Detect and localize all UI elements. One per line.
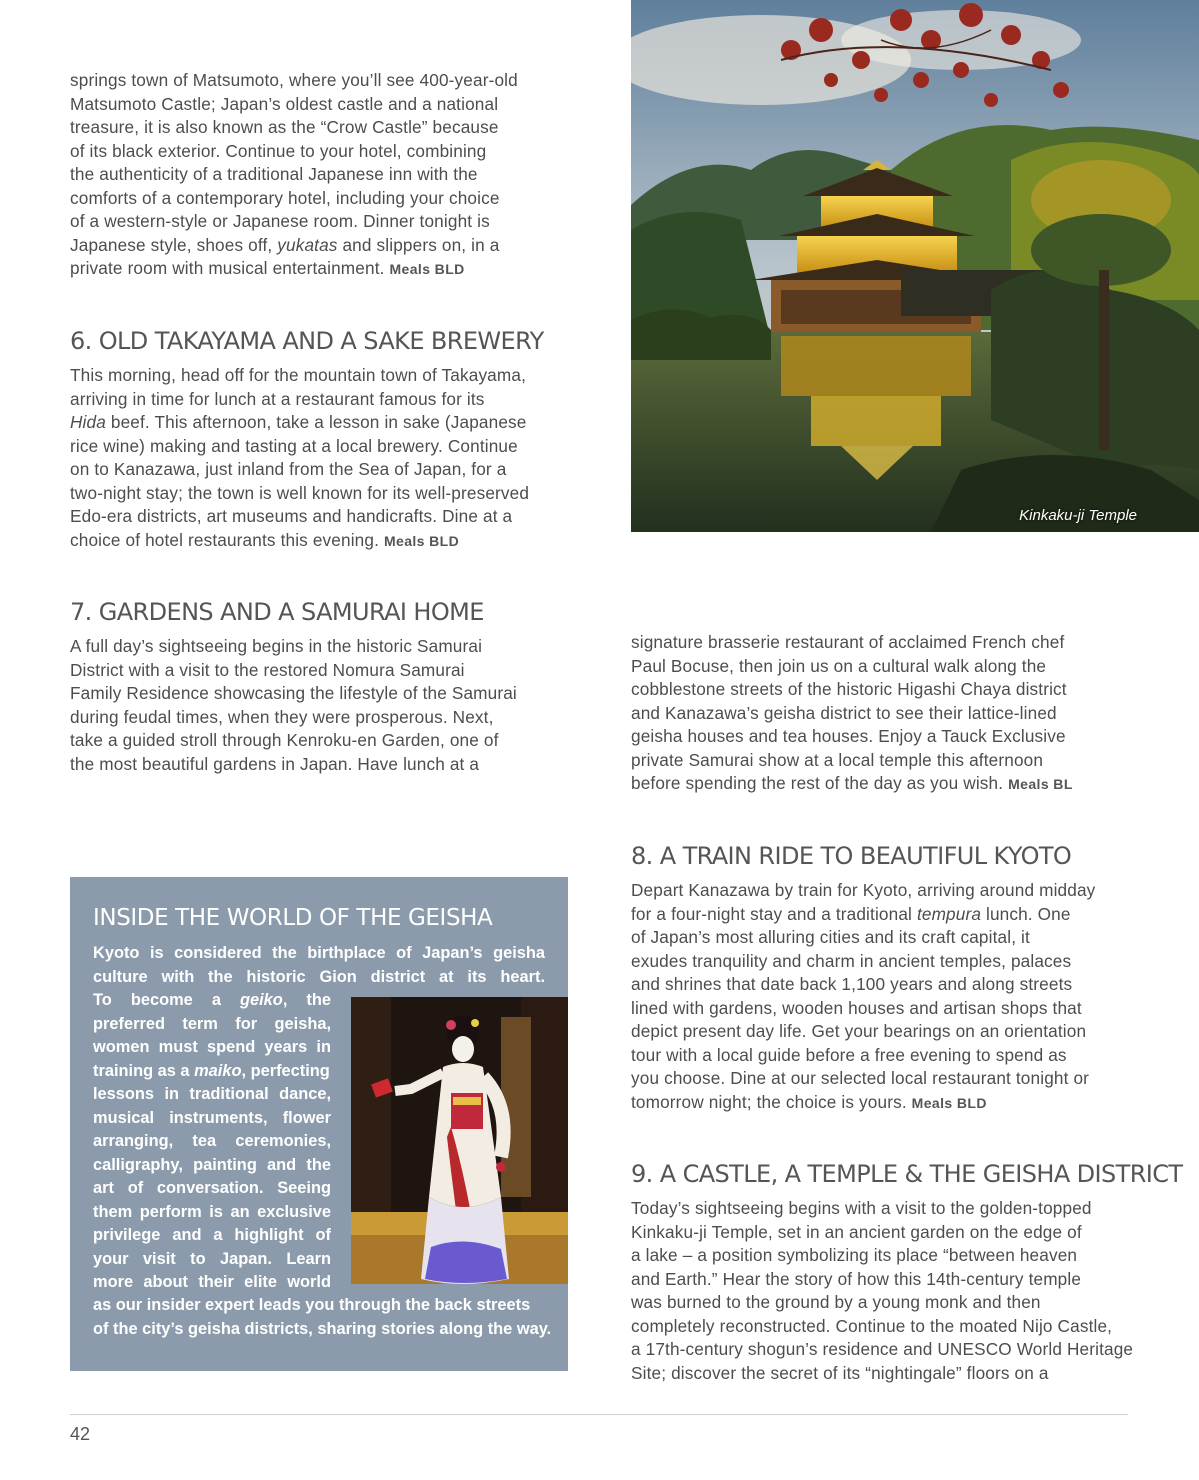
text-line: To become a geiko, the (93, 991, 331, 1009)
text-line: of a western-style or Japanese room. Dinner tonight is (70, 211, 490, 231)
text-line: tomorrow night; the choice is yours. Meals BLD (631, 1091, 987, 1112)
text-line: springs town of Matsumoto, where you’ll see 400-year-old (70, 70, 518, 90)
text-line: for a four-night stay and a traditional tempura lunch. One (631, 903, 1071, 924)
italic-term: yukatas (277, 234, 338, 255)
day-6-paragraph (70, 364, 529, 553)
text-line: Japanese style, shoes off, yukatas and slippers on, in a (70, 234, 500, 255)
text-line: private room with musical entertainment. Meals BLD (70, 258, 465, 278)
text-line: rice wine) making and tasting at a local brewery. Continue (70, 435, 518, 456)
day-7-heading: 7. GARDENS AND A SAMURAI HOME (70, 598, 484, 626)
text-line: completely reconstructed. Continue to the moated Nijo Castle, (631, 1315, 1113, 1336)
page-number: 42 (70, 1424, 91, 1444)
photo-caption: Kinkaku-ji Temple (1019, 507, 1137, 524)
geisha-illustration (351, 997, 568, 1284)
text-line: Hida beef. This afternoon, take a lesson in sake (Japanese (70, 412, 527, 432)
day-8-heading: 8. A TRAIN RIDE TO BEAUTIFUL KYOTO (631, 842, 1072, 870)
kinkaku-ji-illustration (631, 0, 1199, 532)
text-line: exudes tranquility and charm in ancient temples, palaces (631, 950, 1072, 971)
text-line: the authenticity of a traditional Japanese inn with the (70, 164, 478, 184)
text-line: a lake – a position symbolizing its place “between heaven (631, 1245, 1078, 1265)
text-line: Depart Kanazawa by train for Kyoto, arriving around midday (631, 880, 1096, 900)
geisha-sidebar (70, 877, 568, 1371)
day-9-heading: 9. A CASTLE, A TEMPLE & THE GEISHA DISTRICT (631, 1160, 1183, 1188)
sidebar-intro-text (93, 942, 545, 989)
text-line: two-night stay; the town is well known for its well-preserved (70, 482, 530, 503)
text-line: culture with the historic Gion district at its heart. (93, 967, 545, 986)
italic-term: geiko (240, 991, 283, 1009)
text-line: District with a visit to the restored Nomura Samurai (70, 659, 465, 680)
text-line: during feudal times, when they were prosperous. Next, (70, 706, 494, 727)
text-line: more about their elite world (93, 1273, 331, 1291)
text-line: privilege and a highlight of (93, 1226, 331, 1244)
text-line: Paul Bocuse, then join us on a cultural walk along the (631, 655, 1047, 676)
text-line: Today’s sightseeing begins with a visit to the golden-topped (631, 1198, 1092, 1218)
text-line: arriving in time for lunch at a restaurant famous for its (70, 388, 485, 409)
text-line: musical instruments, flower (93, 1108, 331, 1127)
text-line: comforts of a contemporary hotel, including your choice (70, 187, 500, 208)
text-line: on to Kanazawa, just inland from the Sea of Japan, for a (70, 459, 507, 479)
meals-code: Meals BLD (911, 1094, 987, 1111)
text-line: and Earth.” Hear the story of how this 14th-century temple (631, 1268, 1082, 1289)
text-line: Kinkaku-ji Temple, set in an ancient garden on the edge of (631, 1221, 1082, 1242)
day-7-continued-paragraph (631, 631, 1073, 797)
text-line: take a guided stroll through Kenroku-en Garden, one of (70, 730, 499, 750)
sidebar-wrap-text (93, 989, 331, 1295)
text-line: A full day’s sightseeing begins in the historic Samurai (70, 636, 483, 656)
text-line: as our insider expert leads you through the back streets (93, 1296, 531, 1314)
meals-code: Meals BL (1008, 776, 1073, 792)
text-line: the most beautiful gardens in Japan. Have lunch at a (70, 753, 480, 774)
text-line: lined with gardens, wooden houses and artisan shops that (631, 997, 1082, 1018)
text-line: lessons in traditional dance, (93, 1085, 331, 1103)
text-line: Site; discover the secret of its “nightingale” floors on a (631, 1362, 1049, 1383)
text-line: you choose. Dine at our selected local restaurant tonight or (631, 1068, 1090, 1088)
day-8-paragraph (631, 879, 1095, 1115)
text-line: before spending the rest of the day as you wish. Meals BL (631, 773, 1073, 793)
day-9-paragraph (631, 1197, 1133, 1385)
italic-term: Hida (70, 412, 106, 432)
text-line: Family Residence showcasing the lifestyle of the Samurai (70, 683, 517, 703)
text-line: Matsumoto Castle; Japan’s oldest castle and a national (70, 93, 499, 114)
text-line: preferred term for geisha, (93, 1014, 331, 1033)
sidebar-end-text (93, 1294, 551, 1341)
text-line: signature brasserie restaurant of acclaimed French chef (631, 632, 1065, 652)
day-6-heading: 6. OLD TAKAYAMA AND A SAKE BREWERY (70, 327, 544, 355)
text-line: women must spend years in (93, 1038, 331, 1056)
text-line: tour with a local guide before a free evening to spend as (631, 1044, 1067, 1065)
text-line: treasure, it is also known as the “Crow Castle” because (70, 117, 499, 137)
text-line: was burned to the ground by a young monk and then (631, 1292, 1041, 1312)
meals-code: Meals BLD (389, 261, 465, 277)
text-line: cobblestone streets of the historic Higashi Chaya district (631, 679, 1067, 699)
text-line: of Japan’s most alluring cities and its craft capital, it (631, 927, 1030, 947)
text-line: and shrines that date back 1,100 years and along streets (631, 974, 1073, 994)
meals-code: Meals BLD (383, 532, 460, 549)
text-line: your visit to Japan. Learn (93, 1249, 331, 1268)
day-7-paragraph (70, 635, 517, 776)
text-line: This morning, head off for the mountain town of Takayama, (70, 365, 526, 385)
text-line: Edo-era districts, art museums and handicrafts. Dine at a (70, 506, 513, 526)
text-line: training as a maiko, perfecting (93, 1061, 330, 1080)
text-line: of the city’s geisha districts, sharing stories along the way. (93, 1319, 552, 1338)
text-line: geisha houses and tea houses. Enjoy a Tauck Exclusive (631, 726, 1066, 746)
intro-paragraph (70, 69, 518, 282)
text-line: choice of hotel restaurants this evening. Meals BLD (70, 529, 460, 550)
text-line: art of conversation. Seeing (93, 1179, 331, 1197)
footer-divider (70, 1414, 1128, 1415)
italic-term: tempura (916, 903, 982, 924)
italic-term: maiko (194, 1061, 242, 1080)
text-line: Kyoto is considered the birthplace of Japan’s geisha (93, 944, 545, 962)
kinkaku-ji-photo (631, 0, 1199, 532)
text-line: and Kanazawa’s geisha district to see their lattice-lined (631, 702, 1057, 723)
text-line: depict present day life. Get your bearings on an orientation (631, 1021, 1087, 1041)
text-line: of its black exterior. Continue to your hotel, combining (70, 140, 487, 161)
sidebar-title: INSIDE THE WORLD OF THE GEISHA (93, 905, 493, 931)
geisha-photo (351, 997, 568, 1284)
text-line: calligraphy, painting and the (93, 1155, 331, 1174)
text-line: arranging, tea ceremonies, (93, 1132, 331, 1150)
text-line: a 17th-century shogun’s residence and UNESCO World Heritage (631, 1339, 1134, 1359)
text-line: them perform is an exclusive (93, 1202, 331, 1221)
text-line: private Samurai show at a local temple this afternoon (631, 749, 1044, 770)
